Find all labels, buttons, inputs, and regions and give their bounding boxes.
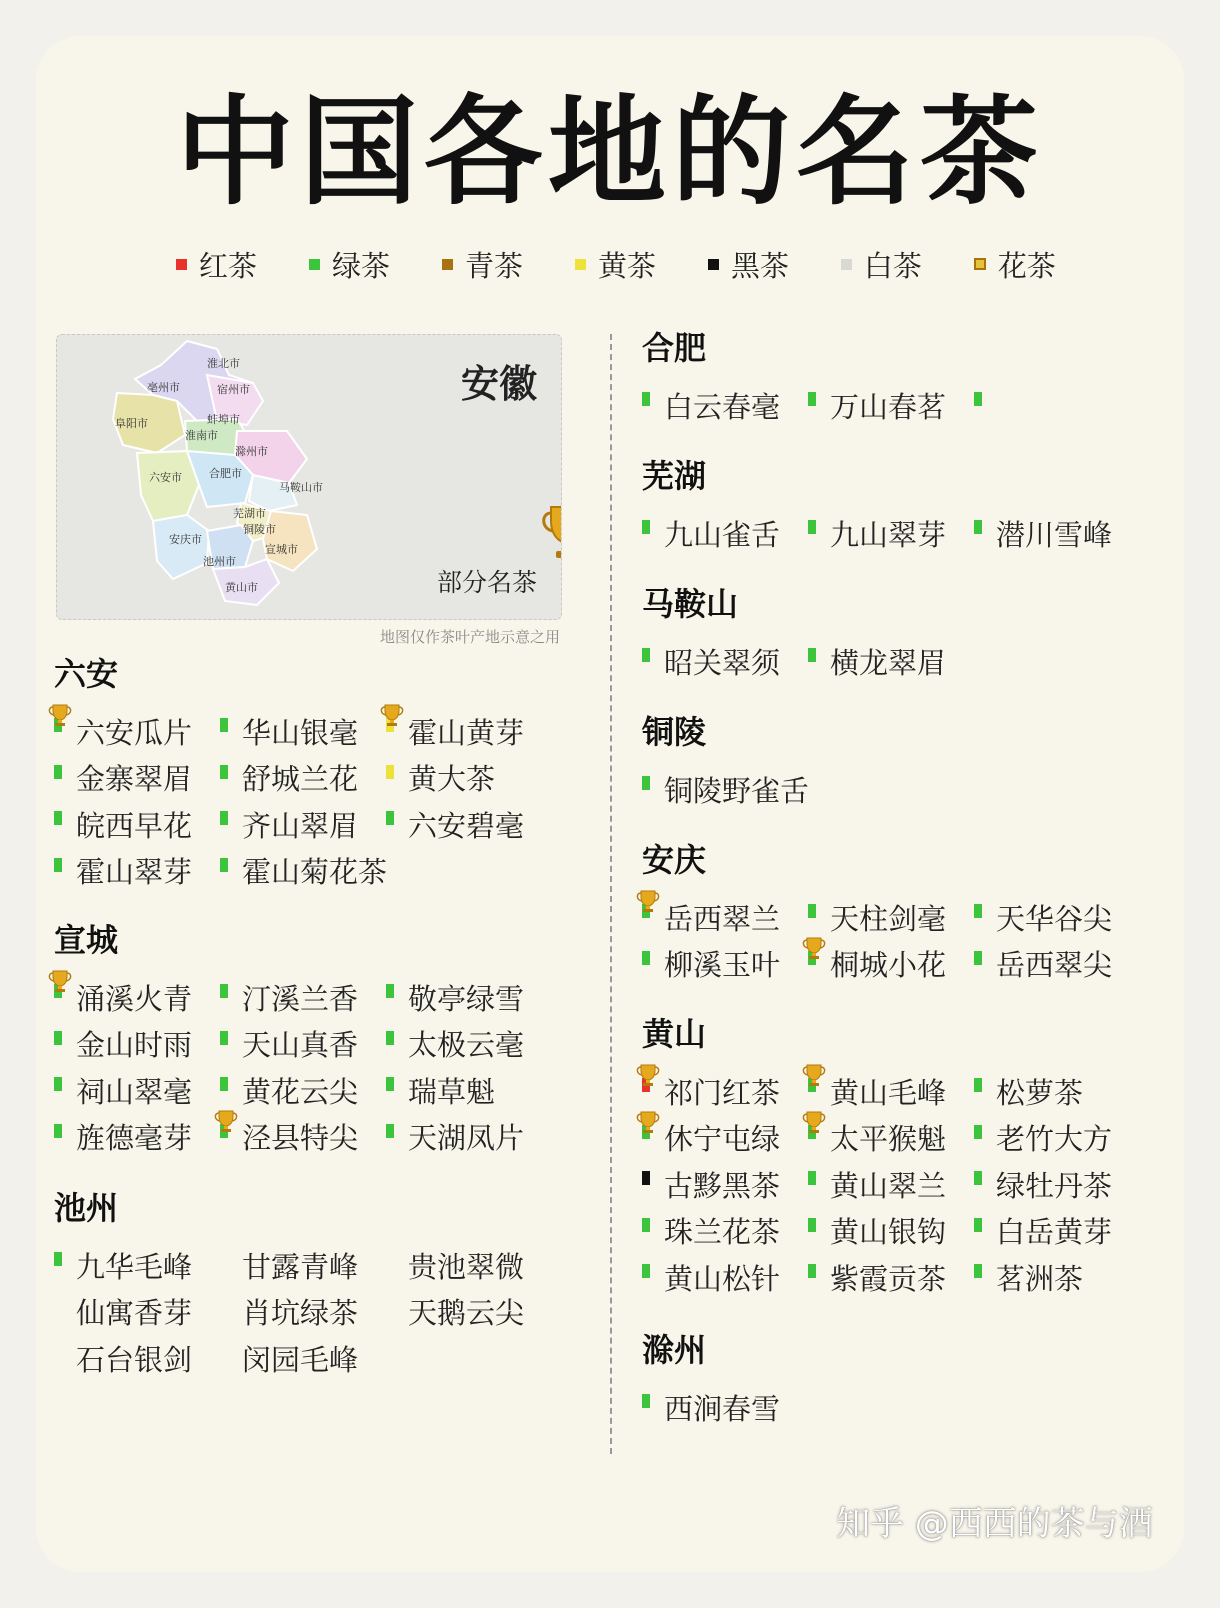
tea-type-marker [54,1031,62,1045]
tea-type-marker [220,765,228,779]
tea-item [808,941,974,988]
region-name: 合肥 [642,329,707,367]
tea-name: 绿牡丹茶 [996,1168,1113,1203]
legend-label: 黄茶 [597,248,656,283]
tea-name: 松萝茶 [996,1075,1084,1110]
tea-item [642,638,808,685]
region-name: 铜陵 [642,713,707,751]
legend-label: 白茶 [863,248,922,283]
tea-name: 舒城兰花 [242,762,359,797]
tea-item [642,1208,808,1255]
tea-item [974,1254,1140,1301]
tea-item [220,1067,386,1114]
tea-type-marker [386,984,394,998]
tea-item [808,382,974,429]
tea-item [54,848,220,895]
tea-type-marker [808,904,816,918]
tea-item [54,708,220,755]
tea-item [386,1067,552,1114]
tea-name: 汀溪兰香 [242,981,359,1016]
tea-list [642,638,1140,685]
tea-type-marker [642,776,650,790]
map-region-xuancheng [263,511,317,571]
trophy-icon [635,1107,661,1141]
tea-name: 甘露青峰 [242,1249,359,1284]
map-city-label: 铜陵市 [243,523,276,536]
tea-item [642,941,808,988]
map-city-label: 池州市 [203,555,236,568]
map-city-label: 阜阳市 [115,417,148,430]
tea-type-marker [54,1124,62,1138]
map-city-label: 宣城市 [265,543,298,556]
tea-type-marker [642,392,650,406]
map-city-label: 黄山市 [225,581,258,594]
tea-item [54,1067,220,1114]
tea-name: 太极云毫 [408,1028,525,1063]
trophy-icon [801,1107,827,1141]
tea-type-marker [974,1078,982,1092]
map-city-label: 淮南市 [185,429,218,442]
anhui-map [56,334,562,620]
tea-name: 金山时雨 [76,1028,193,1063]
tea-item [642,894,808,941]
legend-swatch [575,259,586,270]
tea-name: 岳西翠兰 [664,901,781,936]
tea-type-marker [974,392,982,406]
region-name: 安庆 [642,841,707,879]
tea-item [974,1068,1140,1115]
tea-type-marker [642,1171,650,1185]
tea-item [642,766,808,813]
tea-list [642,766,1140,813]
tea-name: 白岳黄芽 [996,1215,1113,1250]
tea-item [974,1208,1140,1255]
tea-type-marker [642,520,650,534]
tea-name: 潜川雪峰 [996,517,1113,552]
tea-type-marker [642,1218,650,1232]
region-name: 六安 [54,655,119,693]
tea-list [54,1242,552,1382]
tea-type-marker [808,648,816,662]
map-city-label: 亳州市 [147,381,180,394]
tea-item [220,848,386,895]
region-name: 滁州 [642,1331,707,1369]
tea-name: 万山春茗 [830,389,947,424]
tea-item [54,801,220,848]
tea-name: 天鹅云尖 [408,1296,525,1331]
tea-name: 天柱剑毫 [830,901,947,936]
tea-item [220,1114,386,1161]
tea-name: 天山真香 [242,1028,359,1063]
tea-type-marker [808,1171,816,1185]
region-name: 黄山 [642,1015,707,1053]
tea-item [386,1114,552,1161]
tea-type-legend [176,244,1056,284]
tea-name: 闵园毛峰 [242,1342,359,1377]
tea-type-marker [220,1299,228,1313]
tea-name: 昭关翠须 [664,645,781,680]
tea-name: 铜陵野雀舌 [664,773,810,808]
legend-label: 花茶 [997,248,1056,283]
map-city-label: 合肥市 [209,467,242,480]
map-city-label: 宿州市 [217,383,250,396]
tea-item [642,1115,808,1162]
map-region-anqing [153,515,209,579]
tea-name: 六安碧毫 [408,808,525,843]
tea-type-marker [220,1077,228,1091]
tea-item [642,1068,808,1115]
tea-name: 柳溪玉叶 [664,948,781,983]
tea-item [54,1114,220,1161]
region-section [642,1012,1140,1301]
tea-type-marker [974,1171,982,1185]
tea-name: 九华毛峰 [76,1249,193,1284]
tea-item [808,1068,974,1115]
tea-type-marker [220,811,228,825]
tea-name: 西涧春雪 [664,1391,781,1426]
tea-type-marker [220,984,228,998]
tea-item [642,510,808,557]
map-city-label: 滁州市 [235,445,268,458]
tea-item [220,1289,386,1336]
tea-item [808,1254,974,1301]
tea-name: 霍山菊花茶 [242,855,388,890]
tea-item [642,1161,808,1208]
region-name: 池州 [54,1189,119,1227]
tea-name: 天华谷尖 [996,901,1113,936]
tea-item [220,1335,386,1382]
tea-name: 祠山翠毫 [76,1074,193,1109]
tea-name: 紫霞贡茶 [830,1261,947,1296]
column-divider [610,334,612,1454]
trophy-icon [47,700,73,734]
region-section [54,652,552,894]
tea-item [974,1115,1140,1162]
legend-swatch [708,259,719,270]
watermark: 知乎 @西西的茶与酒 [836,1504,1153,1544]
region-section [54,1186,552,1382]
region-section [642,838,1140,987]
tea-item [54,974,220,1021]
map-city-label: 淮北市 [207,357,240,370]
region-section [642,582,1140,685]
trophy-icon [801,1060,827,1094]
page-title: 中国各地的名茶 [175,83,1044,221]
tea-list [642,382,1140,429]
tea-item [386,801,552,848]
tea-name: 桐城小花 [830,948,947,983]
tea-name: 茗洲茶 [996,1261,1084,1296]
tea-name: 金寨翠眉 [76,762,193,797]
tea-type-marker [974,951,982,965]
legend-swatch [442,259,453,270]
tea-name: 九山雀舌 [664,517,781,552]
tea-name: 石台银剑 [76,1342,193,1377]
tea-type-marker [974,1264,982,1278]
tea-type-marker [808,392,816,406]
region-name: 马鞍山 [642,585,739,623]
tea-item [642,382,808,429]
map-city-label: 马鞍山市 [279,481,323,494]
tea-list [54,974,552,1160]
tea-name: 天湖凤片 [408,1121,525,1156]
map-city-label: 蚌埠市 [207,413,240,426]
tea-item [642,1384,808,1431]
tea-item [54,755,220,802]
legend-item [841,244,922,285]
tea-name: 黄花云尖 [242,1074,359,1109]
tea-name: 黄山翠兰 [830,1168,947,1203]
tea-item [220,974,386,1021]
tea-item [386,1289,552,1336]
tea-type-marker [54,1077,62,1091]
tea-type-marker [220,1252,228,1266]
tea-list [642,1068,1140,1301]
tea-type-marker [386,1124,394,1138]
tea-item [54,1021,220,1068]
legend-item [575,244,656,285]
map-city-label: 芜湖市 [233,507,266,520]
tea-item [974,510,1140,557]
tea-item [386,1242,552,1289]
tea-type-marker [808,520,816,534]
tea-type-marker [386,765,394,779]
tea-type-marker [54,1299,62,1313]
region-section [54,918,552,1160]
tea-item [220,1021,386,1068]
tea-name: 华山银毫 [242,715,359,750]
region-name: 宣城 [54,921,119,959]
tea-item [386,974,552,1021]
tea-item [220,755,386,802]
tea-item [642,1254,808,1301]
tea-type-marker [974,1218,982,1232]
tea-name: 珠兰花茶 [664,1215,781,1250]
tea-item [808,894,974,941]
trophy-icon [379,700,405,734]
tea-name: 霍山翠芽 [76,855,193,890]
tea-type-marker [54,1345,62,1359]
tea-type-marker [220,858,228,872]
tea-item [386,1021,552,1068]
tea-name: 老竹大方 [996,1122,1113,1157]
legend-swatch [974,258,986,270]
tea-name: 黄山毛峰 [830,1075,947,1110]
tea-item [220,801,386,848]
tea-name: 休宁屯绿 [664,1122,781,1157]
tea-name: 涌溪火青 [76,981,193,1016]
tea-type-marker [54,1252,62,1266]
tea-type-marker [808,1264,816,1278]
tea-type-marker [54,858,62,872]
tea-type-marker [54,811,62,825]
map-title: 安徽 [460,362,537,406]
region-section [642,454,1140,557]
tea-name: 肖坑绿茶 [242,1296,359,1331]
tea-name: 古黟黑茶 [664,1168,781,1203]
trophy-icon [213,1106,239,1140]
region-section [642,1328,1140,1431]
tea-name: 六安瓜片 [76,715,193,750]
legend-item [176,244,257,285]
tea-name: 瑞草魁 [408,1074,496,1109]
tea-item [220,1242,386,1289]
tea-name: 白云春毫 [664,389,781,424]
tea-name: 黄大茶 [408,762,496,797]
legend-label: 绿茶 [331,248,390,283]
tea-list [642,894,1140,987]
trophy-icon [635,886,661,920]
tea-name: 黄山银钩 [830,1215,947,1250]
tea-name: 岳西翠尖 [996,948,1113,983]
tea-item [808,1161,974,1208]
tea-type-marker [386,1031,394,1045]
region-name: 芜湖 [642,457,707,495]
legend-item [974,244,1056,285]
map-note: 地图仅作茶叶产地示意之用 [379,628,560,646]
tea-item [808,1208,974,1255]
tea-item [54,1335,220,1382]
tea-name: 敬亭绿雪 [408,981,525,1016]
tea-item [808,1115,974,1162]
tea-name: 泾县特尖 [242,1121,359,1156]
legend-swatch [841,259,852,270]
tea-type-marker [220,1031,228,1045]
tea-type-marker [386,1299,394,1313]
tea-name: 黄山松针 [664,1261,781,1296]
tea-name: 齐山翠眉 [242,808,359,843]
tea-list [642,510,1140,557]
tea-name: 仙寓香芽 [76,1296,193,1331]
legend-item [442,244,523,285]
tea-name: 太平猴魁 [830,1122,947,1157]
tea-name: 九山翠芽 [830,517,947,552]
tea-type-marker [974,904,982,918]
tea-type-marker [642,951,650,965]
legend-item [309,244,390,285]
tea-list [54,708,552,894]
tea-name: 皖西早花 [76,808,193,843]
tea-item [974,382,1140,429]
tea-name: 祁门红茶 [664,1075,781,1110]
legend-label: 青茶 [464,248,523,283]
tea-item [386,708,552,755]
tea-item [974,894,1140,941]
region-section [642,710,1140,813]
tea-type-marker [642,648,650,662]
legend-swatch [309,259,320,270]
tea-item [808,638,974,685]
tea-item [974,1161,1140,1208]
tea-type-marker [220,718,228,732]
tea-item [808,510,974,557]
tea-item [974,941,1140,988]
tea-list [642,1384,1140,1431]
tea-type-marker [220,1345,228,1359]
legend-swatch [176,259,187,270]
tea-type-marker [386,1077,394,1091]
tea-name: 横龙翠眉 [830,645,947,680]
tea-item [54,1289,220,1336]
tea-item [220,708,386,755]
tea-name: 旌德毫芽 [76,1121,193,1156]
trophy-icon [635,1060,661,1094]
tea-item [54,1242,220,1289]
tea-type-marker [642,1394,650,1408]
legend-item [708,244,789,285]
tea-type-marker [808,1218,816,1232]
tea-name: 霍山黄芽 [408,715,525,750]
region-section [642,326,1140,429]
tea-type-marker [974,520,982,534]
tea-type-marker [386,811,394,825]
trophy-icon [801,933,827,967]
tea-type-marker [974,1125,982,1139]
tea-type-marker [386,1252,394,1266]
map-city-label: 六安市 [149,471,182,484]
tea-type-marker [54,765,62,779]
map-city-label: 安庆市 [169,533,202,546]
tea-name: 贵池翠微 [408,1249,525,1284]
legend-label: 黑茶 [730,248,789,283]
legend-label: 红茶 [199,248,258,283]
tea-item [386,755,552,802]
map-subtitle: 部分名茶 [436,568,537,597]
trophy-icon [47,966,73,1000]
tea-type-marker [642,1264,650,1278]
